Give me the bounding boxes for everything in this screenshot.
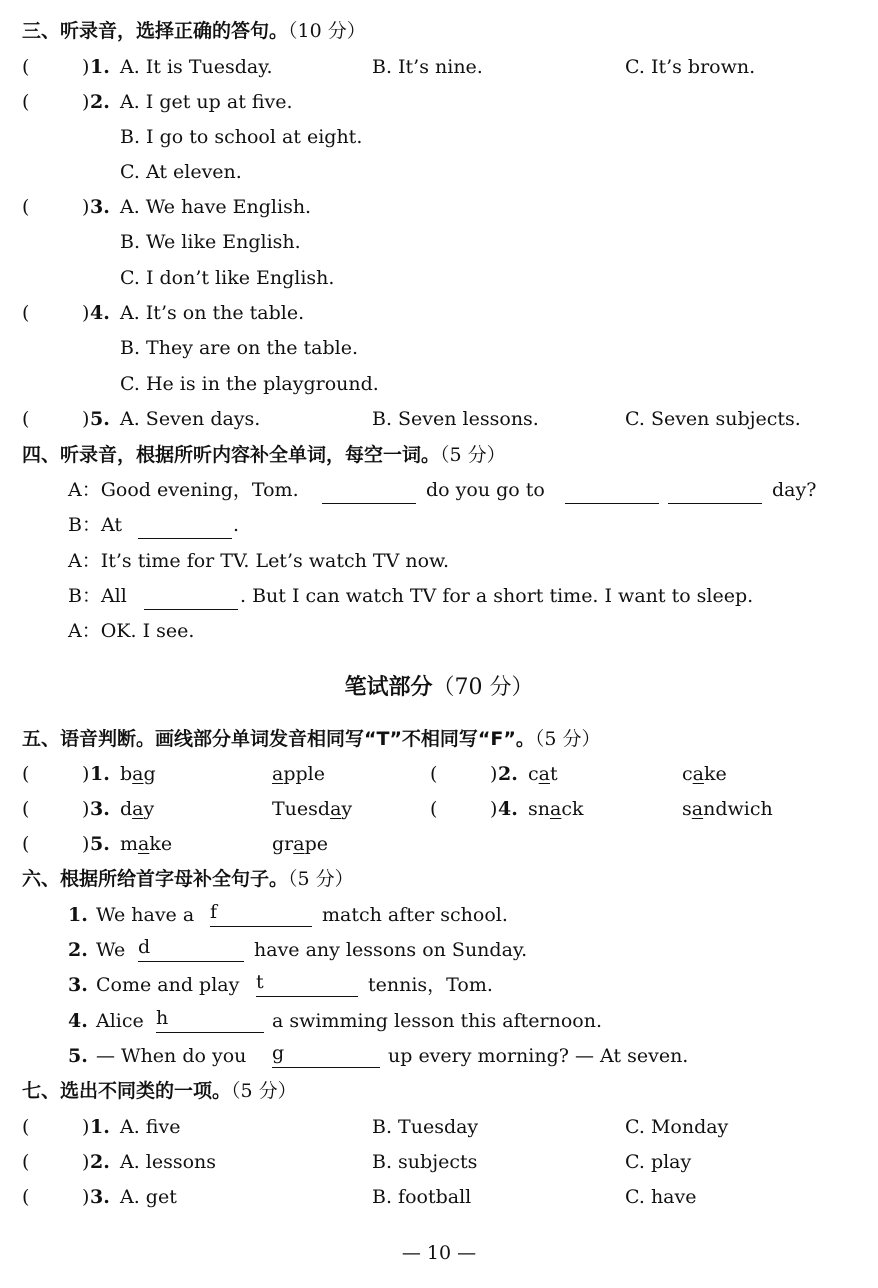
s3-question-1: ( ) 1. A. It is Tuesday. B. It’s nine. C. It’s brown. bbox=[22, 56, 756, 78]
letter-blank[interactable]: h bbox=[156, 1004, 264, 1033]
s3-q2-option-c: C. At eleven. bbox=[120, 161, 242, 183]
s4-dialogue-line-2: B：At . bbox=[0, 508, 878, 543]
s3-question-4: ( ) 4. A. It’s on the table. bbox=[22, 302, 305, 324]
s3-question-2: ( ) 2. A. I get up at five. bbox=[22, 91, 293, 113]
s6-sentence-3: 3. Come and play t tennis，Tom. bbox=[0, 968, 878, 1003]
word: Tuesday bbox=[272, 798, 353, 820]
word: cake bbox=[682, 763, 727, 785]
word: grape bbox=[272, 833, 328, 855]
word: sandwich bbox=[682, 798, 773, 820]
letter-blank[interactable]: t bbox=[256, 968, 358, 997]
letter-blank[interactable]: d bbox=[138, 933, 244, 962]
word: day bbox=[120, 798, 155, 820]
word: cat bbox=[528, 763, 558, 785]
answer-blank[interactable] bbox=[138, 514, 232, 539]
s7-question-3: ( ) 3. A. get B. football C. have bbox=[22, 1186, 697, 1208]
s3-question-3: ( ) 3. A. We have English. bbox=[22, 196, 312, 218]
s3-q4-option-b: B. They are on the table. bbox=[120, 337, 359, 359]
s3-q4-option-c: C. He is in the playground. bbox=[120, 373, 379, 395]
letter-blank[interactable]: f bbox=[210, 898, 312, 927]
s6-sentence-4: 4. Alice h a swimming lesson this afternoon. bbox=[0, 1004, 878, 1039]
s4-dialogue-line-4: B：All . But I can watch TV for a short time. I want to sleep. bbox=[0, 579, 878, 614]
s5-row-1: ( ) 1. bag apple ( ) 2. cat cake bbox=[0, 757, 878, 792]
word: make bbox=[120, 833, 173, 855]
section-4-heading: 四、听录音，根据所听内容补全单词，每空一词。（5 分） bbox=[22, 444, 506, 466]
s7-question-2: ( ) 2. A. lessons B. subjects C. play bbox=[22, 1151, 692, 1173]
answer-blank[interactable] bbox=[668, 479, 762, 504]
s3-q2-option-b: B. I go to school at eight. bbox=[120, 126, 363, 148]
section-7-heading: 七、选出不同类的一项。（5 分） bbox=[22, 1080, 297, 1102]
section-3-heading: 三、听录音，选择正确的答句。（10 分） bbox=[22, 20, 366, 42]
s3-q3-option-b: B. We like English. bbox=[120, 231, 301, 253]
word: bag bbox=[120, 763, 156, 785]
page-number: — 10 — bbox=[401, 1242, 477, 1264]
s5-row-3: ( ) 5. make grape bbox=[0, 827, 878, 862]
section-6-heading: 六、根据所给首字母补全句子。（5 分） bbox=[22, 868, 354, 890]
s4-dialogue-line-1: A：Good evening，Tom. do you go to day? bbox=[0, 473, 878, 508]
s6-sentence-2: 2. We d have any lessons on Sunday. bbox=[0, 933, 878, 968]
written-part-title: 笔试部分（70 分） bbox=[344, 675, 534, 700]
answer-blank[interactable] bbox=[322, 479, 416, 504]
section-5-heading: 五、语音判断。画线部分单词发音相同写“T”不相同写“F”。（5 分） bbox=[22, 728, 601, 750]
s3-q3-option-c: C. I don’t like English. bbox=[120, 267, 335, 289]
answer-blank[interactable] bbox=[565, 479, 659, 504]
s4-dialogue-line-5: A：OK. I see. bbox=[68, 620, 195, 642]
s5-row-2: ( ) 3. day Tuesday ( ) 4. snack sandwich bbox=[0, 792, 878, 827]
s6-sentence-1: 1. We have a f match after school. bbox=[0, 898, 878, 933]
s7-question-1: ( ) 1. A. five B. Tuesday C. Monday bbox=[22, 1116, 729, 1138]
answer-blank[interactable] bbox=[144, 585, 238, 610]
s3-question-5: ( ) 5. A. Seven days. B. Seven lessons. C. Seven subjects. bbox=[22, 408, 801, 430]
word: apple bbox=[272, 763, 325, 785]
letter-blank[interactable]: g bbox=[272, 1039, 380, 1068]
s4-dialogue-line-3: A：It’s time for TV. Let’s watch TV now. bbox=[68, 550, 450, 572]
s6-sentence-5: 5. — When do you g up every morning? — At seven. bbox=[0, 1039, 878, 1074]
word: snack bbox=[528, 798, 584, 820]
